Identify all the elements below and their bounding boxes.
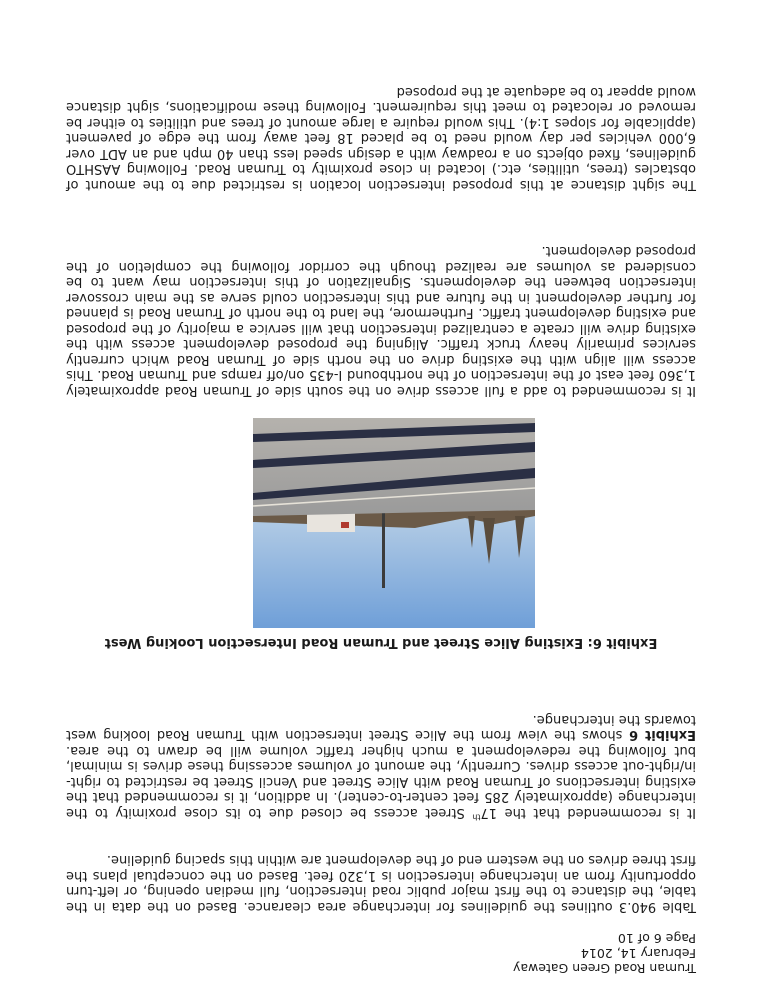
paragraph-sight-distance: The sight distance at this proposed intersection location is restricted due to the amount of obstacles (trees, utilities, etc.) located in close proximity to Truman Road. Following AASHTO guidelines, fixed objects on a roadway with a design speed less than 40 mph and an ADT over 6,000 vehicles per day would need to be placed 18 feet away from the edge of pavement (applicable for slopes 1:4). This would require a large amount of trees and utilities to either be removed or relocated to meet this requirement. Following these modifications, sight distance would appear to be adequate at the proposed bbox=[66, 84, 696, 192]
exhibit-reference: Exhibit 6 bbox=[629, 727, 696, 743]
document-date: February 14, 2014 bbox=[580, 946, 696, 961]
paragraph-17th-street-access bbox=[66, 712, 696, 821]
building-sign bbox=[341, 522, 349, 528]
page-number: Page 6 of 10 bbox=[617, 931, 696, 946]
utility-pole bbox=[382, 508, 385, 588]
paragraph-interchange-clearance: Table 940.3 outlines the guidelines for interchange area clearance. Based on the data in the table, the distance to the first major public road intersection, full median opening, or left-turn opportunity from an interchange intersection is 1,320 feet. Based on the conceptual plans the first three drives on the western end of the development are within this spacing guideline. bbox=[66, 852, 696, 914]
photo-illustration bbox=[253, 418, 535, 628]
paragraph-full-access-drive: It is recommended to add a full access drive on the south side of Truman Road approximately 1,360 feet east of the intersection of the northbound I-435 on/off ramps and Truman Road. This access will align with the existing drive on the north side of Truman Road which currently services primarily heavy truck traffic. Aligning the proposed development access with the existing drive will create a centralized intersection that will service a majority of the proposed and existing development traffic. Furthermore, the land to the north of Truman Road is planned for further development in the future and this intersection could serve as the main crossover intersection between the developments. Signalization of this intersection may want to be considered as volumes are realized though the corridor following the completion of the proposed development. bbox=[66, 243, 696, 398]
project-name: Truman Road Green Gateway bbox=[513, 961, 696, 976]
paragraph-text: shows the view from the Alice Street intersection with Truman Road looking west towards the interchange. bbox=[66, 712, 696, 743]
paragraph-text: Street access be closed due to its close proximity to the interchange (approximately 285 feet center-to-center). In addition, it is recommended that the existing intersections of Truman Road with Alice Street and Vencil Street be restricted to right-in/right-out access drives. Currently, the amount of volumes accessing these drives is minimal, but following the redevelopment a much higher traffic volume will be drawn to the area. bbox=[65, 743, 696, 820]
paragraph-text: It is recommended that the 17 bbox=[480, 805, 696, 820]
intersection-photo bbox=[253, 418, 535, 628]
ordinal-suffix: th bbox=[472, 812, 481, 822]
page-header bbox=[513, 931, 696, 976]
exhibit-caption: Exhibit 6: Existing Alice Street and Truman Road Intersection Looking West bbox=[104, 635, 658, 650]
